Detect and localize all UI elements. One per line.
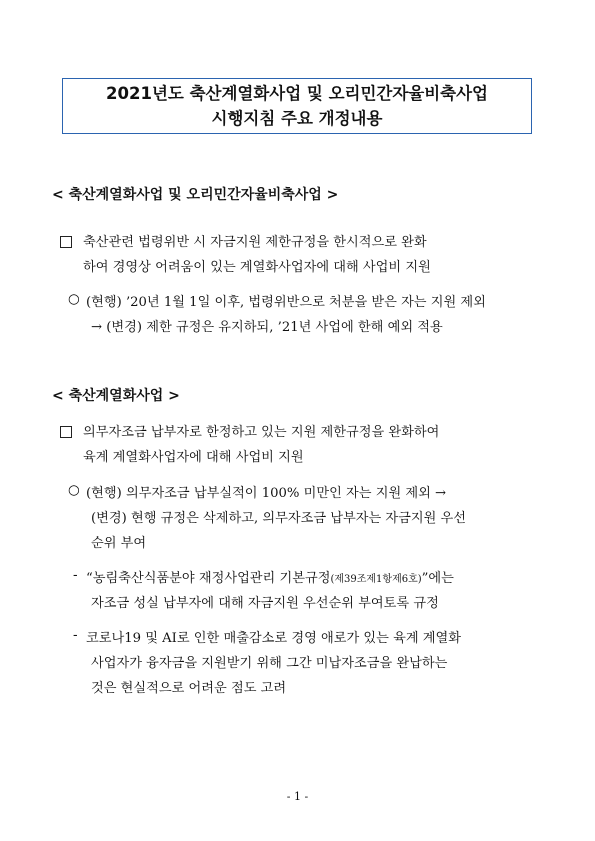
title-line-1: 2021년도 축산계열화사업 및 오리민간자율비축사업: [106, 84, 488, 103]
section2-item-line-1: 의무자조금 납부자로 한정하고 있는 지원 제한규정을 완화하여: [83, 425, 440, 440]
section1-item-line-1: 축산관련 법령위반 시 자금지원 제한규정을 한시적으로 완화: [83, 235, 427, 250]
dash-bullet: -: [73, 627, 78, 643]
section2-dash1-line-2: 자조금 성실 납부자에 대해 자금지원 우선순위 부여토록 규정: [91, 596, 439, 611]
document-title-box: [62, 78, 532, 134]
section2-dash1-line-1: [86, 567, 454, 586]
regulation-quote-end: ”에는: [421, 571, 454, 586]
section2-item-line-2: 육계 계열화사업자에 대해 사업비 지원: [83, 450, 304, 465]
page-number: - 1 -: [286, 790, 309, 803]
section2-dash2-line-1: 코로나19 및 AI로 인한 매출감소로 경영 애로가 있는 육계 계열화: [86, 631, 461, 646]
regulation-quote: “농림축산식품분야 재정사업관리 기본규정: [86, 571, 331, 586]
title-line-2: 시행지침 주요 개정내용: [211, 109, 383, 128]
section1-item-line-2: 하여 경영상 어려움이 있는 계열화사업자에 대해 사업비 지원: [83, 260, 431, 275]
section1-heading: < 축산계열화사업 및 오리민간자율비축사업 >: [52, 187, 339, 203]
section2-dash2-line-3: 것은 현실적으로 어려운 점도 고려: [91, 681, 287, 696]
section2-sub-line-1: (현행) 의무자조금 납부실적이 100% 미만인 자는 지원 제외 →: [86, 486, 447, 501]
square-bullet-icon: [60, 236, 72, 248]
circle-bullet-icon: ○: [68, 291, 80, 307]
dash-bullet: -: [73, 567, 78, 583]
section2-sub-line-3: 순위 부여: [91, 536, 147, 551]
section2-dash2-line-2: 사업자가 융자금을 지원받기 위해 그간 미납자조금을 완납하는: [91, 656, 448, 671]
regulation-article: (제39조제1항제6호): [330, 574, 422, 585]
section2-sub-line-2: (변경) 현행 규정은 삭제하고, 의무자조금 납부자는 자금지원 우선: [91, 511, 467, 526]
square-bullet-icon: [60, 426, 72, 438]
circle-bullet-icon: ○: [68, 482, 80, 498]
section1-sub-line-2: → (변경) 제한 규정은 유지하되, ’21년 사업에 한해 예외 적용: [91, 320, 443, 335]
section1-sub-line-1: (현행) ’20년 1월 1일 이후, 법령위반으로 처분을 받은 자는 지원 제외: [86, 295, 486, 310]
section2-heading: < 축산계열화사업 >: [52, 388, 180, 404]
